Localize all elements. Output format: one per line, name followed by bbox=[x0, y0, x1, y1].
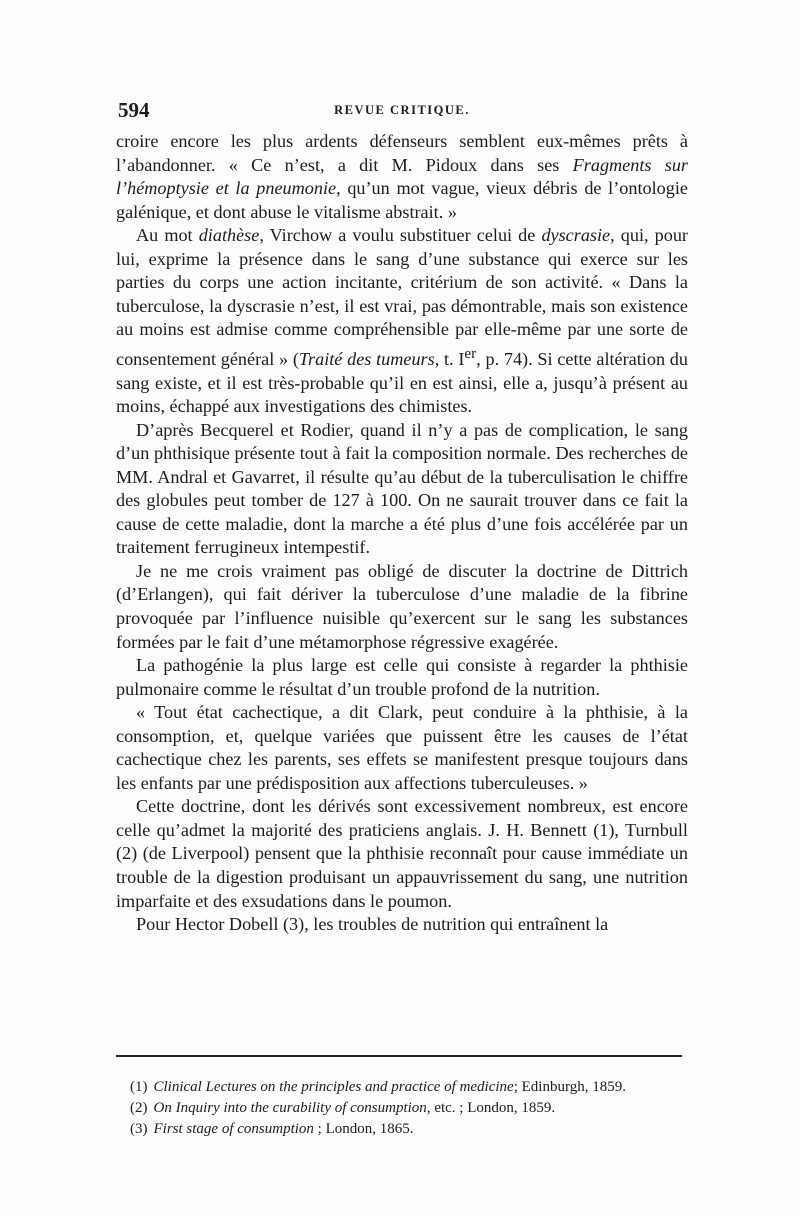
footnote-mark: (1) bbox=[130, 1079, 148, 1095]
footnote-separator bbox=[116, 1055, 682, 1057]
text-run: « Tout état cachectique, a dit Clark, peut conduire à la phthisie, à la consomption, et, quelque variées que puissent être les causes de l’état cachectique chez les parents, ses effets se manifestent presque toujours dans les enfants par une prédisposition aux affections tuberculeuses. » bbox=[116, 702, 688, 793]
italic-run: Fragments sur l’hémoptysie et la pneumonie bbox=[116, 154, 688, 199]
text-run: , qui, pour lui, exprime la présence dans le sang d’une substance qui exerce sur les parties du corps une action incitante, critérium de son activité. « Dans la tuberculose, la dyscrasie n’est, il est vrai, pas démontrable, mais son existence au moins est admise comme compréhensible par elle-même par une sorte de consentement général » ( bbox=[116, 225, 688, 369]
paragraph bbox=[116, 224, 688, 418]
footnote-3 bbox=[116, 1120, 686, 1139]
footnote-mark: (2) bbox=[130, 1100, 148, 1116]
page-number: 594 bbox=[118, 98, 150, 122]
paragraph bbox=[116, 701, 688, 795]
text-run: croire encore les plus ardents défenseurs semblent eux-mêmes prêts à l’abandonner. « Ce n’est, a dit M. Pidoux dans ses bbox=[116, 131, 688, 175]
italic-run: dyscrasie bbox=[541, 225, 611, 246]
paragraph bbox=[116, 913, 688, 937]
page-header bbox=[118, 98, 686, 124]
footnote-2 bbox=[116, 1099, 686, 1118]
italic-run: On Inquiry into the curability of consumption bbox=[153, 1100, 427, 1116]
text-run: D’après Becquerel et Rodier, quand il n’y a pas de complication, le sang d’un phthisique présente tout à fait la composition normale. Des recherches de MM. Andral et Gavarret, il résulte qu’au début de la tuberculisation le chiffre des globules peut tomber de 127 à 100. On ne saurait trouver dans ce fait la cause de cette maladie, dont la marche a été plus d’une fois accélérée par un traitement ferrugineux intempestif. bbox=[116, 419, 688, 558]
text-run: , t. I bbox=[434, 348, 465, 369]
paragraph bbox=[116, 419, 688, 560]
paragraph bbox=[116, 654, 688, 701]
footnotes bbox=[116, 1078, 686, 1141]
italic-run: Traité des tumeurs bbox=[298, 348, 435, 369]
paragraph bbox=[116, 795, 688, 913]
text-run: La pathogénie la plus large est celle qui consiste à regarder la phthisie pulmonaire comme le résultat d’un trouble profond de la nutrition. bbox=[116, 655, 688, 699]
text-run: , qu’un mot vague, vieux débris de l’ontologie galénique, et dont abuse le vitalisme abstrait. » bbox=[116, 178, 688, 222]
footnote-mark: (3) bbox=[130, 1121, 148, 1137]
running-title: REVUE CRITIQUE. bbox=[334, 103, 470, 117]
text-run: , Virchow a voulu substituer celui de bbox=[259, 225, 542, 246]
text-run: Cette doctrine, dont les dérivés sont excessivement nombreux, est encore celle qu’admet la majorité des praticiens anglais. J. H. Bennett (1), Turnbull (2) (de Liverpool) pensent que la phthisie reconnaît pour cause immédiate un trouble de la digestion produisant un appauvrissement du sang, une nutrition imparfaite et des exsudations dans le poumon. bbox=[116, 796, 688, 911]
body-text bbox=[116, 130, 688, 937]
footnote-text bbox=[154, 1100, 556, 1116]
footnote-1 bbox=[116, 1078, 686, 1097]
italic-run: Clinical Lectures on the principles and practice of medicine bbox=[153, 1079, 514, 1095]
text-run: Au mot bbox=[136, 225, 199, 246]
footnote-text bbox=[154, 1121, 414, 1137]
text-run: Pour Hector Dobell (3), les troubles de nutrition qui entraînent la bbox=[136, 914, 609, 935]
paragraph bbox=[116, 560, 688, 654]
paragraph bbox=[116, 130, 688, 224]
text-run: , etc. ; London, 1859. bbox=[426, 1100, 556, 1116]
text-run: ; Edinburgh, 1859. bbox=[513, 1079, 626, 1095]
text-run: , p. 74). Si cette altération du sang existe, et il est très-probable qu’il en est ainsi, elle a, jusqu’à présent au moins, échappé aux investigations des chimistes. bbox=[116, 348, 688, 417]
italic-run: diathèse bbox=[198, 225, 260, 246]
italic-run: First stage of consumption bbox=[153, 1121, 314, 1137]
footnote-text bbox=[154, 1079, 626, 1095]
superscript: er bbox=[464, 344, 477, 362]
text-run: ; London, 1865. bbox=[313, 1121, 414, 1137]
text-run: Je ne me crois vraiment pas obligé de discuter la doctrine de Dittrich (d’Erlangen), qui fait dériver la tuberculose d’une maladie de la fibrine provoquée par l’influence nuisible qu’exercent sur le sang les substances formées par le fait d’une métamorphose régressive exagérée. bbox=[116, 560, 688, 652]
